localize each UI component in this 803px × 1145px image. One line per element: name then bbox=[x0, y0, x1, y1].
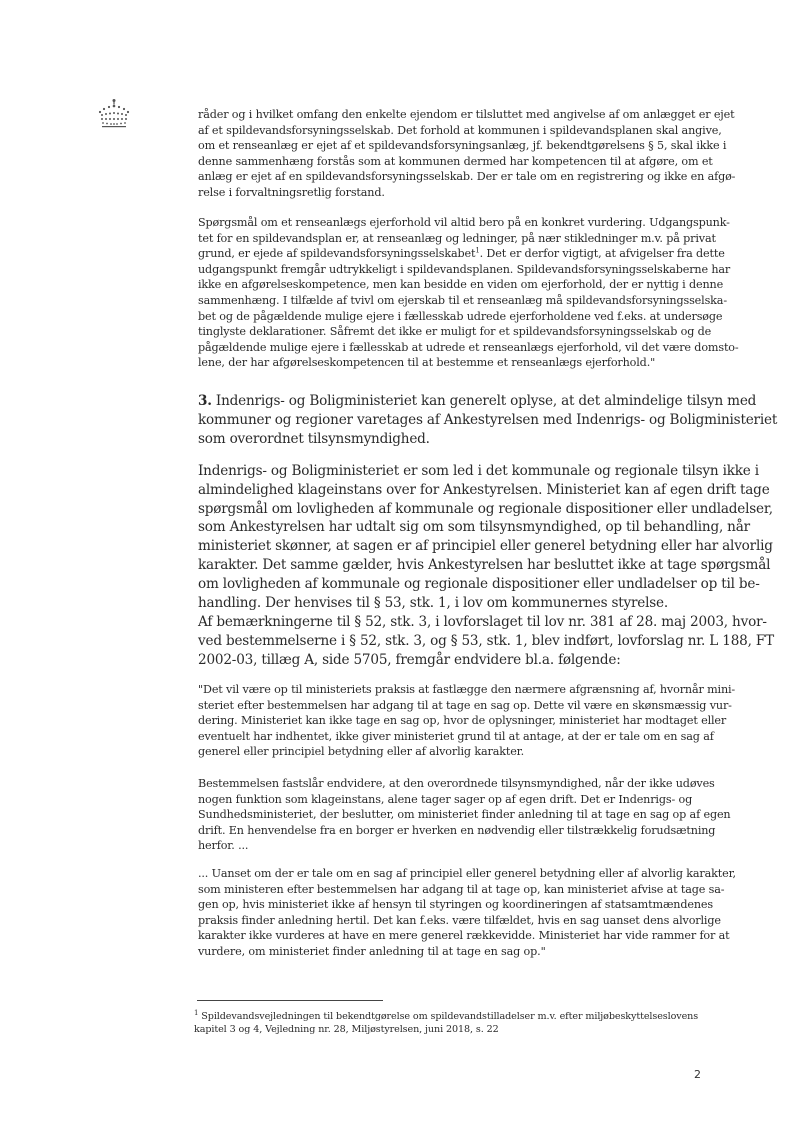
text-segment: Indenrigs- og Boligministeriet kan generelt oplyse, at det almindelige tilsyn med bbox=[211, 393, 757, 409]
text-line: denne sammenhæng forstås som at kommunen dermed har kompetencen til at afgøre, om et bbox=[198, 154, 713, 168]
text-line: gen op, hvis ministeriet ikke af hensyn til styringen og koordineringen af statsamtmændenes bbox=[198, 898, 713, 912]
text-line bbox=[198, 246, 725, 262]
section-number: 3. bbox=[198, 393, 212, 409]
text-line: 2002-03, tillæg A, side 5705, fremgår endvidere bl.a. følgende: bbox=[198, 651, 621, 668]
text-line: Indenrigs- og Boligministeriet er som led i det kommunale og regionale tilsyn ikke i bbox=[198, 463, 759, 479]
text-segment: grund, er ejede af spildevandsforsyningsselskabet bbox=[198, 247, 476, 261]
text-line: som Ankestyrelsen har udtalt sig om som tilsynsmyndighed, op til behandling, når bbox=[198, 519, 750, 536]
paragraph-section-3 bbox=[198, 392, 778, 448]
text-line: drift. En henvendelse fra en borger er hverken en nødvendig eller tilstrækkelig forudsætning bbox=[198, 823, 716, 837]
text-line: lene, der har afgørelseskompetencen til at bestemme et renseanlægs ejerforhold." bbox=[198, 356, 656, 370]
paragraph-quote-authority bbox=[198, 776, 731, 854]
text-line: tet for en spildevandsplan er, at renseanlæg og ledninger, på nær stikledninger m.v. på privat bbox=[198, 231, 716, 245]
paragraph-supervision bbox=[198, 462, 773, 612]
text-line: ministeriet skønner, at sagen er af principiel eller generel betydning eller har alvorlig bbox=[198, 538, 773, 555]
paragraph-quote-practice bbox=[198, 682, 736, 760]
text-line: anlæg er ejet af en spildevandsforsyningsselskab. Der er tale om en registrering og ikke en afgø- bbox=[198, 170, 736, 184]
text-line: dering. Ministeriet kan ikke tage en sag op, hvor de oplysninger, ministeriet har modtaget eller bbox=[198, 714, 727, 728]
text-line: Sundhedsministeriet, der beslutter, om ministeriet finder anledning til at tage en sag op af egen bbox=[198, 808, 731, 822]
text-line: nogen funktion som klageinstans, alene tager sager op af egen drift. Det er Indenrigs- og bbox=[198, 792, 693, 806]
text-line: Bestemmelsen fastslår endvidere, at den overordnede tilsynsmyndighed, når der ikke udøves bbox=[198, 777, 715, 790]
footnote-marker: 1 bbox=[194, 1008, 199, 1017]
footnote-line bbox=[194, 1010, 714, 1023]
text-line: ved bestemmelserne i § 52, stk. 3, og § 53, stk. 1, blev indført, lovforslag nr. L 188, FT bbox=[198, 632, 774, 649]
text-line: om et renseanlæg er ejet af et spildevandsforsyningsanlæg, jf. bekendtgørelsens § 5, skal ikke i bbox=[198, 139, 727, 153]
footnote-line: kapitel 3 og 4, Vejledning nr. 28, Miljøstyrelsen, juni 2018, s. 22 bbox=[194, 1024, 499, 1036]
paragraph-remarks bbox=[198, 613, 774, 669]
text-line: ... Uanset om der er tale om en sag af principiel eller generel betydning eller af alvorlig karakter, bbox=[198, 867, 736, 880]
text-line: ikke en afgørelseskompetence, men kan besidde en viden om ejerforhold, der er nyttig i denne bbox=[198, 278, 724, 292]
page-number: 2 bbox=[694, 1068, 701, 1081]
text-line: om lovligheden af kommunale og regionale dispositioner eller undladelser op til be- bbox=[198, 575, 760, 592]
text-line: udgangspunkt fremgår udtrykkeligt i spildevandsplanen. Spildevandsforsyningsselskaberne har bbox=[198, 262, 731, 276]
text-line: vurdere, om ministeriet finder anledning til at tage en sag op." bbox=[198, 944, 546, 958]
text-line: som overordnet tilsynsmyndighed. bbox=[198, 430, 430, 447]
text-line: sammenhæng. I tilfælde af tvivl om ejerskab til et renseanlæg må spildevandsforsyningsselska- bbox=[198, 293, 727, 307]
text-line: pågældende mulige ejere i fællesskab at udrede et renseanlægs ejerforhold, vil det være domsto- bbox=[198, 340, 739, 354]
text-line: herfor. ... bbox=[198, 839, 249, 853]
crown-icon bbox=[96, 98, 132, 130]
text-line bbox=[198, 392, 757, 411]
text-segment: Spildevandsvejledningen til bekendtgørelse om spildevandstilladelser m.v. efter miljøbeskyttelseslovens bbox=[198, 1011, 699, 1022]
paragraph-quote-continuation bbox=[198, 107, 736, 201]
text-line: Af bemærkningerne til § 52, stk. 3, i lovforslaget til lov nr. 381 af 28. maj 2003, hvor- bbox=[198, 614, 767, 630]
paragraph-ownership bbox=[198, 215, 739, 371]
text-line: spørgsmål om lovligheden af kommunale og regionale dispositioner eller undladelser, bbox=[198, 500, 773, 517]
text-line: bet og de pågældende mulige ejere i fællesskab udrede ejerforholdene ved f.eks. at undersøge bbox=[198, 309, 723, 323]
text-line: Spørgsmål om et renseanlægs ejerforhold vil altid bero på en konkret vurdering. Udgangspunk- bbox=[198, 216, 730, 229]
text-line: steriet efter bestemmelsen har adgang til at tage en sag op. Dette vil være en skønsmæssig vur- bbox=[198, 698, 732, 712]
text-line: råder og i hvilket omfang den enkelte ejendom er tilsluttet med angivelse af om anlægget er ejet bbox=[198, 108, 735, 121]
text-line: tinglyste deklarationer. Såfremt det ikke er muligt for et spildevandsforsyningsselskab og de bbox=[198, 325, 712, 339]
footnote-ref: 1 bbox=[475, 246, 480, 255]
text-line: "Det vil være op til ministeriets praksis at fastlægge den nærmere afgrænsning af, hvornår mini- bbox=[198, 683, 736, 696]
text-line: generel eller principiel betydning eller af alvorlig karakter. bbox=[198, 745, 525, 759]
text-line: som ministeren efter bestemmelsen har adgang til at tage op, kan ministeriet afvise at tage sa- bbox=[198, 882, 725, 896]
text-line: almindelighed klageinstans over for Ankestyrelsen. Ministeriet kan af egen drift tage bbox=[198, 481, 770, 498]
text-line: karakter. Det samme gælder, hvis Ankestyrelsen har besluttet ikke at tage spørgsmål bbox=[198, 556, 771, 573]
text-line: handling. Der henvises til § 53, stk. 1, i lov om kommunernes styrelse. bbox=[198, 594, 669, 611]
text-line: kommuner og regioner varetages af Ankestyrelsen med Indenrigs- og Boligministeriet bbox=[198, 411, 778, 428]
text-line: relse i forvaltningsretlig forstand. bbox=[198, 185, 385, 199]
text-segment: . Det er derfor vigtigt, at afvigelser fra dette bbox=[479, 247, 725, 261]
paragraph-quote-rejection bbox=[198, 866, 736, 960]
text-line: eventuelt har indhentet, ikke giver ministeriet grund til at antage, at der er tale om en sag af bbox=[198, 729, 714, 743]
text-line: karakter ikke vurderes at have en mere generel rækkevidde. Ministeriet har vide rammer for at bbox=[198, 929, 730, 943]
text-line: praksis finder anledning hertil. Det kan f.eks. være tilfældet, hvis en sag uanset dens alvorlige bbox=[198, 913, 721, 927]
footnote-divider bbox=[197, 1000, 383, 1001]
text-line: af et spildevandsforsyningsselskab. Det forhold at kommunen i spildevandsplanen skal angive, bbox=[198, 123, 722, 137]
footnote bbox=[194, 1010, 714, 1036]
